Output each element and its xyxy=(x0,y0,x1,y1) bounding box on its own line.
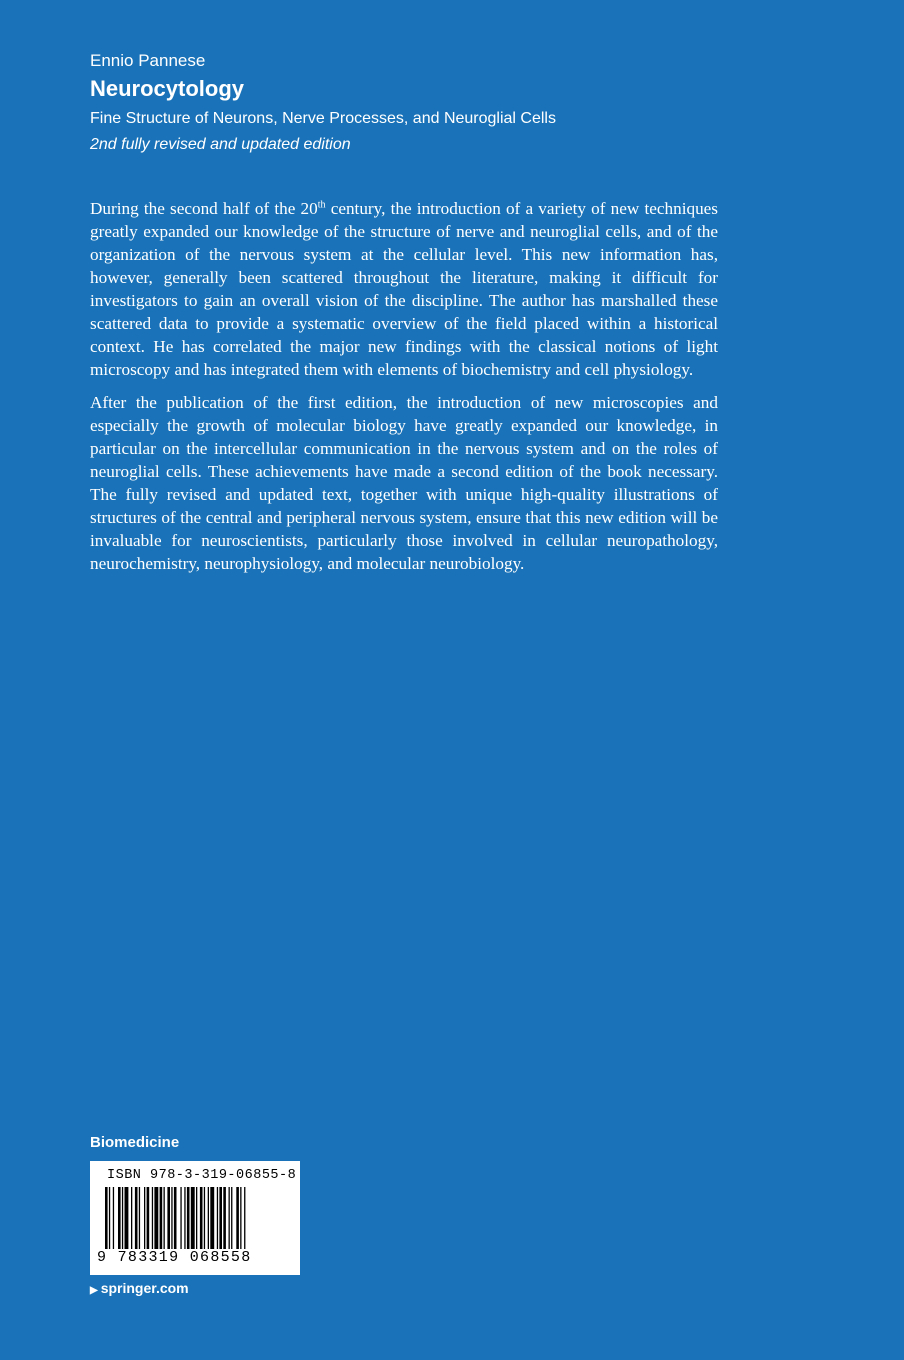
book-description xyxy=(90,197,718,585)
book-title: Neurocytology xyxy=(90,76,245,101)
publisher-link[interactable] xyxy=(90,1280,189,1296)
p1-superscript: th xyxy=(317,199,326,211)
p1-start: During the second half of the 20 xyxy=(90,199,318,218)
author-name: Ennio Pannese xyxy=(90,51,206,70)
barcode-digits: 9 783319 068558 xyxy=(97,1249,252,1266)
book-subtitle: Fine Structure of Neurons, Nerve Processes, and Neuroglial Cells xyxy=(90,110,556,127)
publisher-link-label: springer.com xyxy=(100,1280,189,1296)
description-paragraph-2: After the publication of the first edition, the introduction of new microscopies and especially the growth of molecular biology have greatly expanded our knowledge, in particular on the intercellular communication in the nervous system and on the roles of neuroglial cells. These achievements have made a second edition of the book necessary. The fully revised and updated text, together with unique high-quality illustrations of structures of the central and peripheral nervous system, ensure that this new edition will be invaluable for neuroscientists, particularly those involved in cellular neuropathology, neurochemistry, neurophysiology, and molecular neurobiology. xyxy=(90,393,718,573)
barcode-bars xyxy=(105,1187,285,1249)
p1-rest: century, the introduction of a variety of new techniques greatly expanded our knowledge of the structure of nerve and neuroglial cells, and of the organization of the nervous system at the cellular level. This new information has, however, generally been scattered throughout the literature, making it difficult for investigators to gain an overall vision of the discipline. The author has marshalled these scattered data to provide a systematic overview of the field placed within a historical context. He has correlated the major new findings with the classical notions of light microscopy and has integrated them with elements of biochemistry and cell physiology. xyxy=(90,199,718,379)
isbn-barcode xyxy=(90,1161,300,1275)
isbn-text: ISBN 978-3-319-06855-8 xyxy=(107,1168,297,1183)
edition-note: 2nd fully revised and updated edition xyxy=(90,136,351,153)
cover-header xyxy=(90,50,730,157)
series-label: Biomedicine xyxy=(90,1134,180,1151)
arrow-right-icon: ▶ xyxy=(90,1285,98,1296)
description-paragraph-1 xyxy=(90,197,718,381)
